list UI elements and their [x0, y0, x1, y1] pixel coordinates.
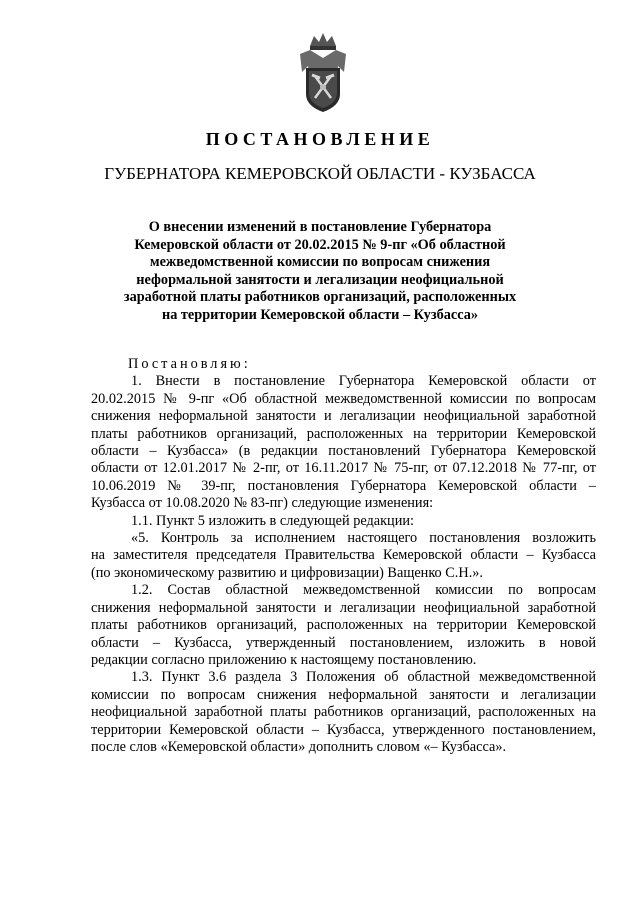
text-line: (по экономическому развитию и цифровизации) Ващенко С.Н.». [91, 564, 483, 581]
text-line: «5. Контроль за исполнением настоящего постановления возложить [131, 530, 596, 547]
paragraph-1 [91, 373, 596, 512]
document-title: ПОСТАНОВЛЕНИЕ [205, 129, 435, 149]
text-line: 1. Внести в постановление Губернатора Кемеровской области от [131, 373, 596, 390]
text-line: 1.3. Пункт 3.6 раздела 3 Положения об областной межведомственной [131, 669, 596, 686]
heading-line: межведомственной комиссии по вопросам снижения [149, 254, 491, 271]
text-line: снижения неформальной занятости и легализации неофициальной заработной [91, 599, 596, 616]
text-line: платы работников организаций, расположенных на территории Кемеровской [91, 617, 596, 634]
text-line: на заместителя председателя Правительства Кемеровской области – Кузбасса [91, 547, 596, 564]
document-body [91, 356, 596, 756]
text-line: после слов «Кемеровской области» дополнить словом «– Кузбасса». [91, 738, 507, 755]
document-heading [120, 219, 520, 325]
paragraph-1-3 [91, 669, 596, 756]
preamble: Постановляю: [128, 356, 251, 372]
document-issuer: ГУБЕРНАТОРА КЕМЕРОВСКОЙ ОБЛАСТИ - КУЗБАССА [104, 164, 536, 183]
text-line: платы работников организаций, расположенных на территории Кемеровской [91, 425, 596, 442]
kuzbass-coat-of-arms-icon [298, 32, 348, 114]
heading-line: заработной платы работников организаций, расположенных [123, 289, 517, 306]
heading-line: Кемеровской области от 20.02.2015 № 9-пг «Об областной [134, 236, 506, 253]
text-line: области – Кузбасса» (в редакции постановлений Губернатора Кемеровской [91, 443, 596, 460]
text-line: территории Кемеровской области – Кузбасса, утвержденного постановлением, [91, 721, 596, 738]
text-line: редакции согласно приложению к настоящему постановлению. [91, 651, 477, 668]
text-line: 1.2. Состав областной межведомственной комиссии по вопросам [131, 582, 596, 599]
heading-line: неформальной занятости и легализации неофициальной [136, 271, 504, 288]
paragraph-1-2 [91, 582, 596, 669]
heading-line: О внесении изменений в постановление Губернатора [148, 219, 492, 235]
paragraph-quote-5 [91, 530, 596, 582]
text-line: области от 12.01.2017 № 2-пг, от 16.11.2017 № 75-пг, от 07.12.2018 № 77-пг, от [91, 460, 596, 477]
text-line: Кузбасса от 10.08.2020 № 83-пг) следующие изменения: [91, 495, 434, 512]
text-line: 20.02.2015 № 9-пг «Об областной межведомственной комиссии по вопросам [91, 390, 596, 407]
text-line: области – Кузбасса, утвержденный постановлением, изложить в новой [91, 634, 596, 651]
paragraph-1-1: 1.1. Пункт 5 изложить в следующей редакции: [131, 512, 414, 529]
text-line: неофициальной заработной платы работников организаций, расположенных на [91, 704, 596, 721]
text-line: снижения неформальной занятости и легализации неофициальной заработной [91, 408, 596, 425]
heading-line: на территории Кемеровской области – Кузбасса» [161, 306, 479, 323]
text-line: комиссии по вопросам снижения неформальной занятости и легализации [91, 686, 596, 703]
text-line: 10.06.2019 № 39-пг, постановления Губернатора Кемеровской области – [91, 477, 596, 494]
